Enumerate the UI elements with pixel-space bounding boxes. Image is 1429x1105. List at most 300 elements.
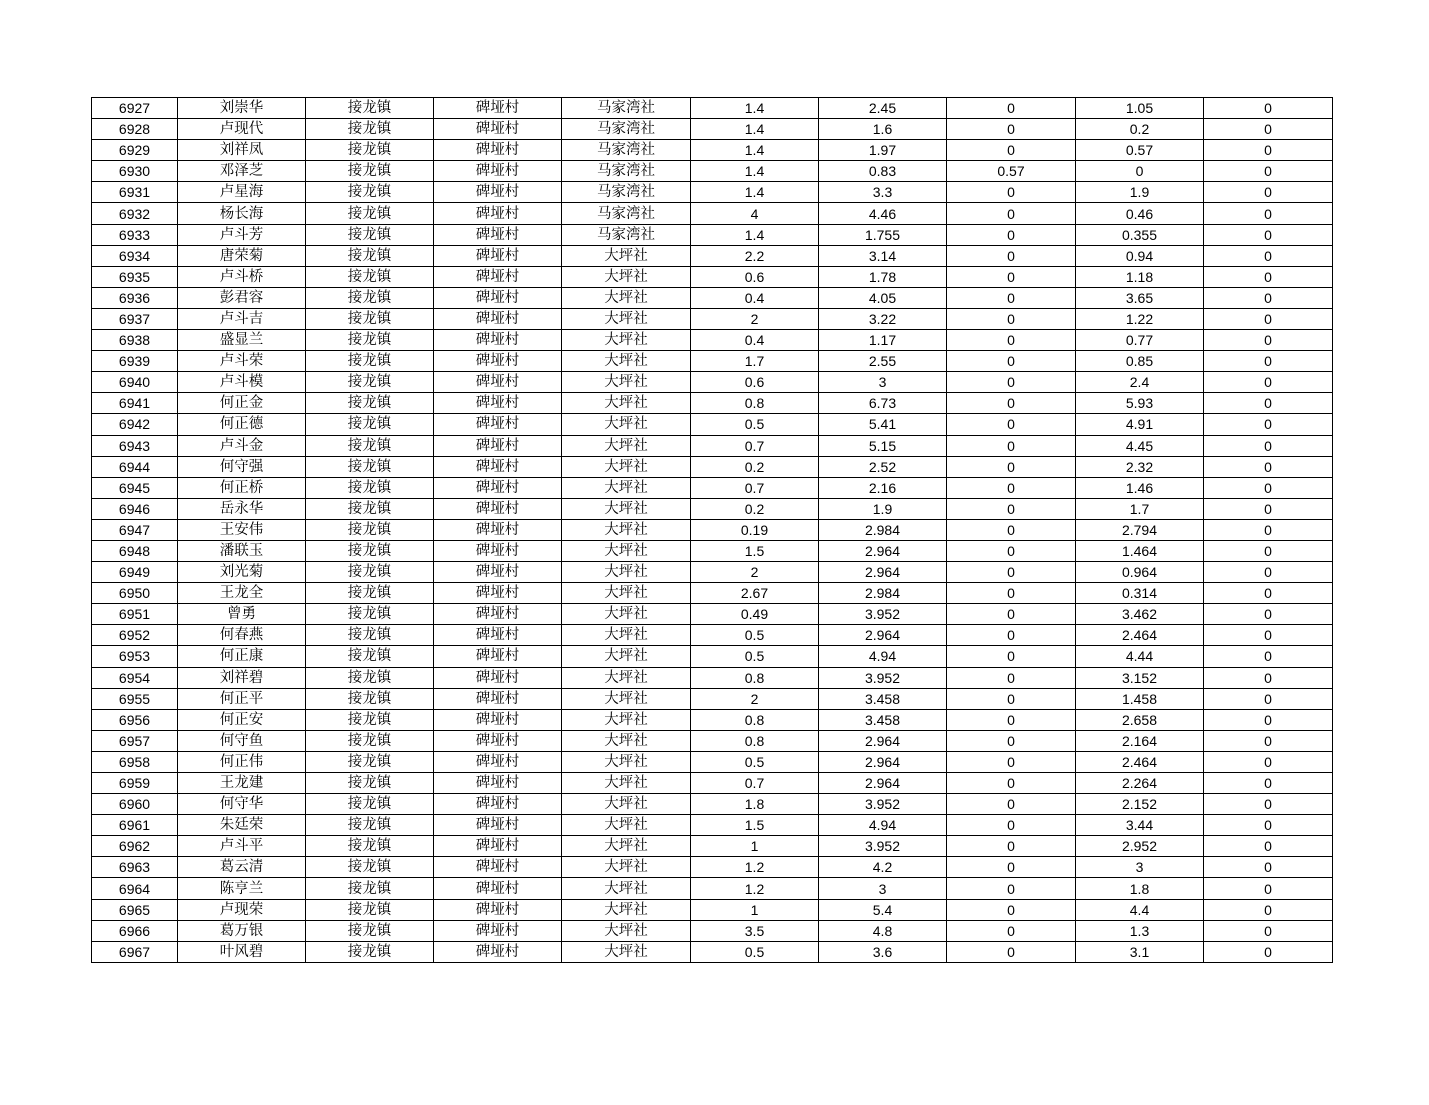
table-row [92, 646, 1333, 667]
table-body [92, 98, 1333, 963]
cell-col-7: 4.94 [819, 646, 947, 667]
cell-name: 王龙建 [178, 773, 306, 794]
cell-col-9: 2.4 [1076, 372, 1204, 393]
cell-col-6: 0.7 [691, 477, 819, 498]
cell-col-8: 0 [947, 287, 1076, 308]
cell-col-8: 0.57 [947, 161, 1076, 182]
table-row [92, 857, 1333, 878]
cell-id: 6949 [92, 562, 178, 583]
cell-group: 大坪社 [562, 667, 691, 688]
cell-col-9: 3.65 [1076, 287, 1204, 308]
cell-col-7: 4.46 [819, 203, 947, 224]
cell-col-10: 0 [1204, 878, 1333, 899]
cell-col-6: 0.2 [691, 456, 819, 477]
cell-col-8: 0 [947, 920, 1076, 941]
cell-town: 接龙镇 [306, 941, 434, 962]
cell-col-8: 0 [947, 477, 1076, 498]
cell-col-6: 1.4 [691, 98, 819, 119]
cell-group: 马家湾社 [562, 224, 691, 245]
cell-col-8: 0 [947, 393, 1076, 414]
cell-col-10: 0 [1204, 224, 1333, 245]
cell-col-9: 1.22 [1076, 308, 1204, 329]
cell-town: 接龙镇 [306, 330, 434, 351]
cell-col-10: 0 [1204, 140, 1333, 161]
cell-col-6: 0.5 [691, 646, 819, 667]
cell-col-9: 1.464 [1076, 540, 1204, 561]
cell-col-9: 2.32 [1076, 456, 1204, 477]
cell-col-6: 4 [691, 203, 819, 224]
cell-id: 6930 [92, 161, 178, 182]
cell-name: 王龙全 [178, 583, 306, 604]
cell-name: 卢斗荣 [178, 351, 306, 372]
table-row [92, 625, 1333, 646]
cell-col-10: 0 [1204, 456, 1333, 477]
cell-group: 大坪社 [562, 287, 691, 308]
cell-col-7: 1.97 [819, 140, 947, 161]
cell-town: 接龙镇 [306, 245, 434, 266]
cell-col-9: 0.355 [1076, 224, 1204, 245]
cell-col-9: 2.152 [1076, 794, 1204, 815]
table-row [92, 266, 1333, 287]
cell-name: 杨长海 [178, 203, 306, 224]
cell-col-6: 2 [691, 308, 819, 329]
cell-name: 卢斗平 [178, 836, 306, 857]
cell-town: 接龙镇 [306, 287, 434, 308]
cell-col-10: 0 [1204, 625, 1333, 646]
cell-col-10: 0 [1204, 519, 1333, 540]
cell-col-9: 0.964 [1076, 562, 1204, 583]
cell-col-8: 0 [947, 351, 1076, 372]
cell-group: 大坪社 [562, 498, 691, 519]
cell-name: 刘祥碧 [178, 667, 306, 688]
table-row [92, 941, 1333, 962]
cell-town: 接龙镇 [306, 688, 434, 709]
cell-town: 接龙镇 [306, 836, 434, 857]
cell-col-10: 0 [1204, 794, 1333, 815]
cell-village: 碑垭村 [434, 730, 562, 751]
cell-village: 碑垭村 [434, 435, 562, 456]
cell-name: 何正平 [178, 688, 306, 709]
table-row [92, 203, 1333, 224]
table-row [92, 161, 1333, 182]
cell-group: 大坪社 [562, 456, 691, 477]
cell-col-9: 2.464 [1076, 751, 1204, 772]
cell-town: 接龙镇 [306, 857, 434, 878]
cell-col-6: 0.6 [691, 372, 819, 393]
cell-col-8: 0 [947, 308, 1076, 329]
cell-village: 碑垭村 [434, 562, 562, 583]
cell-group: 大坪社 [562, 393, 691, 414]
cell-col-10: 0 [1204, 245, 1333, 266]
cell-village: 碑垭村 [434, 878, 562, 899]
cell-village: 碑垭村 [434, 688, 562, 709]
cell-col-6: 0.7 [691, 435, 819, 456]
table-row [92, 182, 1333, 203]
cell-village: 碑垭村 [434, 899, 562, 920]
cell-id: 6935 [92, 266, 178, 287]
cell-village: 碑垭村 [434, 667, 562, 688]
cell-town: 接龙镇 [306, 646, 434, 667]
table-row [92, 224, 1333, 245]
cell-col-10: 0 [1204, 583, 1333, 604]
cell-name: 何正金 [178, 393, 306, 414]
cell-group: 大坪社 [562, 878, 691, 899]
cell-id: 6929 [92, 140, 178, 161]
cell-col-7: 3.952 [819, 836, 947, 857]
cell-col-10: 0 [1204, 773, 1333, 794]
cell-village: 碑垭村 [434, 815, 562, 836]
cell-town: 接龙镇 [306, 456, 434, 477]
cell-col-10: 0 [1204, 857, 1333, 878]
table-row [92, 435, 1333, 456]
cell-group: 马家湾社 [562, 119, 691, 140]
cell-id: 6956 [92, 709, 178, 730]
cell-group: 大坪社 [562, 540, 691, 561]
cell-town: 接龙镇 [306, 266, 434, 287]
table-row [92, 519, 1333, 540]
cell-group: 大坪社 [562, 646, 691, 667]
cell-id: 6965 [92, 899, 178, 920]
cell-id: 6960 [92, 794, 178, 815]
cell-village: 碑垭村 [434, 351, 562, 372]
cell-id: 6931 [92, 182, 178, 203]
cell-col-9: 2.658 [1076, 709, 1204, 730]
cell-group: 大坪社 [562, 562, 691, 583]
cell-col-9: 1.9 [1076, 182, 1204, 203]
cell-col-6: 0.8 [691, 667, 819, 688]
cell-col-8: 0 [947, 498, 1076, 519]
cell-col-7: 3.14 [819, 245, 947, 266]
cell-id: 6941 [92, 393, 178, 414]
cell-group: 大坪社 [562, 266, 691, 287]
cell-col-6: 1.8 [691, 794, 819, 815]
table-row [92, 330, 1333, 351]
cell-col-10: 0 [1204, 899, 1333, 920]
cell-col-9: 5.93 [1076, 393, 1204, 414]
cell-group: 马家湾社 [562, 161, 691, 182]
cell-col-7: 1.755 [819, 224, 947, 245]
cell-town: 接龙镇 [306, 435, 434, 456]
cell-col-9: 0.46 [1076, 203, 1204, 224]
cell-name: 岳永华 [178, 498, 306, 519]
cell-village: 碑垭村 [434, 161, 562, 182]
cell-group: 大坪社 [562, 815, 691, 836]
cell-id: 6948 [92, 540, 178, 561]
table-row [92, 498, 1333, 519]
cell-id: 6962 [92, 836, 178, 857]
cell-col-6: 1.5 [691, 540, 819, 561]
cell-village: 碑垭村 [434, 203, 562, 224]
cell-name: 彭君容 [178, 287, 306, 308]
cell-col-8: 0 [947, 140, 1076, 161]
cell-id: 6967 [92, 941, 178, 962]
cell-group: 大坪社 [562, 751, 691, 772]
cell-col-9: 3.44 [1076, 815, 1204, 836]
cell-col-7: 2.964 [819, 540, 947, 561]
cell-id: 6961 [92, 815, 178, 836]
cell-name: 卢现荣 [178, 899, 306, 920]
cell-col-10: 0 [1204, 815, 1333, 836]
cell-id: 6951 [92, 604, 178, 625]
cell-village: 碑垭村 [434, 920, 562, 941]
cell-col-9: 0 [1076, 161, 1204, 182]
data-table [91, 97, 1333, 963]
cell-id: 6953 [92, 646, 178, 667]
cell-col-7: 2.52 [819, 456, 947, 477]
table-row [92, 583, 1333, 604]
cell-col-6: 0.5 [691, 751, 819, 772]
table-row [92, 730, 1333, 751]
cell-town: 接龙镇 [306, 625, 434, 646]
cell-col-7: 5.15 [819, 435, 947, 456]
cell-village: 碑垭村 [434, 583, 562, 604]
cell-col-6: 0.5 [691, 625, 819, 646]
cell-name: 卢斗桥 [178, 266, 306, 287]
cell-col-7: 2.964 [819, 730, 947, 751]
cell-name: 何守华 [178, 794, 306, 815]
table-row [92, 308, 1333, 329]
cell-village: 碑垭村 [434, 98, 562, 119]
cell-id: 6934 [92, 245, 178, 266]
cell-col-6: 0.7 [691, 773, 819, 794]
cell-name: 潘联玉 [178, 540, 306, 561]
cell-col-6: 2.2 [691, 245, 819, 266]
cell-col-6: 1.4 [691, 140, 819, 161]
cell-town: 接龙镇 [306, 351, 434, 372]
cell-col-7: 0.83 [819, 161, 947, 182]
cell-col-6: 0.4 [691, 287, 819, 308]
cell-col-6: 2 [691, 688, 819, 709]
cell-col-9: 0.77 [1076, 330, 1204, 351]
table-row [92, 794, 1333, 815]
cell-col-10: 0 [1204, 751, 1333, 772]
cell-name: 刘崇华 [178, 98, 306, 119]
cell-town: 接龙镇 [306, 540, 434, 561]
cell-col-10: 0 [1204, 688, 1333, 709]
cell-col-6: 0.49 [691, 604, 819, 625]
cell-town: 接龙镇 [306, 498, 434, 519]
table-row [92, 372, 1333, 393]
cell-col-10: 0 [1204, 435, 1333, 456]
cell-col-9: 2.464 [1076, 625, 1204, 646]
cell-col-8: 0 [947, 435, 1076, 456]
cell-col-7: 4.94 [819, 815, 947, 836]
cell-col-6: 2 [691, 562, 819, 583]
cell-col-6: 0.8 [691, 393, 819, 414]
cell-group: 大坪社 [562, 245, 691, 266]
cell-col-7: 1.78 [819, 266, 947, 287]
cell-col-7: 2.984 [819, 519, 947, 540]
cell-col-8: 0 [947, 98, 1076, 119]
cell-id: 6952 [92, 625, 178, 646]
cell-col-8: 0 [947, 224, 1076, 245]
cell-village: 碑垭村 [434, 794, 562, 815]
cell-name: 叶风碧 [178, 941, 306, 962]
cell-group: 大坪社 [562, 477, 691, 498]
cell-col-8: 0 [947, 709, 1076, 730]
cell-col-10: 0 [1204, 646, 1333, 667]
table-row [92, 119, 1333, 140]
cell-village: 碑垭村 [434, 330, 562, 351]
cell-group: 大坪社 [562, 899, 691, 920]
cell-group: 马家湾社 [562, 203, 691, 224]
cell-col-10: 0 [1204, 161, 1333, 182]
table-row [92, 351, 1333, 372]
cell-col-8: 0 [947, 878, 1076, 899]
cell-col-7: 1.17 [819, 330, 947, 351]
cell-name: 唐荣菊 [178, 245, 306, 266]
cell-col-8: 0 [947, 456, 1076, 477]
cell-name: 邓泽芝 [178, 161, 306, 182]
cell-id: 6950 [92, 583, 178, 604]
cell-name: 何春燕 [178, 625, 306, 646]
cell-name: 何正安 [178, 709, 306, 730]
cell-group: 大坪社 [562, 330, 691, 351]
cell-col-10: 0 [1204, 393, 1333, 414]
cell-town: 接龙镇 [306, 794, 434, 815]
cell-town: 接龙镇 [306, 815, 434, 836]
cell-col-7: 3 [819, 878, 947, 899]
cell-id: 6927 [92, 98, 178, 119]
cell-col-8: 0 [947, 941, 1076, 962]
cell-col-10: 0 [1204, 836, 1333, 857]
cell-col-10: 0 [1204, 920, 1333, 941]
cell-village: 碑垭村 [434, 308, 562, 329]
table-row [92, 667, 1333, 688]
cell-name: 葛万银 [178, 920, 306, 941]
cell-group: 马家湾社 [562, 182, 691, 203]
cell-town: 接龙镇 [306, 667, 434, 688]
cell-name: 盛显兰 [178, 330, 306, 351]
table-row [92, 773, 1333, 794]
cell-village: 碑垭村 [434, 140, 562, 161]
cell-col-10: 0 [1204, 266, 1333, 287]
cell-col-8: 0 [947, 330, 1076, 351]
cell-town: 接龙镇 [306, 562, 434, 583]
cell-col-8: 0 [947, 899, 1076, 920]
cell-col-8: 0 [947, 730, 1076, 751]
cell-col-7: 2.964 [819, 751, 947, 772]
cell-col-8: 0 [947, 773, 1076, 794]
table-row [92, 393, 1333, 414]
cell-group: 大坪社 [562, 583, 691, 604]
cell-town: 接龙镇 [306, 751, 434, 772]
cell-name: 卢斗吉 [178, 308, 306, 329]
table-row [92, 540, 1333, 561]
cell-village: 碑垭村 [434, 182, 562, 203]
cell-col-7: 5.4 [819, 899, 947, 920]
cell-col-6: 1.2 [691, 878, 819, 899]
table-row [92, 920, 1333, 941]
cell-col-9: 3.462 [1076, 604, 1204, 625]
cell-group: 马家湾社 [562, 98, 691, 119]
cell-village: 碑垭村 [434, 941, 562, 962]
cell-col-10: 0 [1204, 730, 1333, 751]
cell-id: 6966 [92, 920, 178, 941]
cell-town: 接龙镇 [306, 477, 434, 498]
cell-col-6: 0.8 [691, 709, 819, 730]
cell-name: 卢斗金 [178, 435, 306, 456]
cell-col-8: 0 [947, 625, 1076, 646]
cell-col-9: 4.4 [1076, 899, 1204, 920]
cell-town: 接龙镇 [306, 224, 434, 245]
cell-col-10: 0 [1204, 203, 1333, 224]
cell-name: 陈亨兰 [178, 878, 306, 899]
cell-col-8: 0 [947, 266, 1076, 287]
cell-col-8: 0 [947, 646, 1076, 667]
cell-col-10: 0 [1204, 287, 1333, 308]
cell-col-7: 3.6 [819, 941, 947, 962]
cell-id: 6937 [92, 308, 178, 329]
table-row [92, 245, 1333, 266]
cell-col-9: 1.8 [1076, 878, 1204, 899]
cell-col-10: 0 [1204, 709, 1333, 730]
cell-id: 6959 [92, 773, 178, 794]
cell-col-10: 0 [1204, 540, 1333, 561]
cell-col-8: 0 [947, 182, 1076, 203]
cell-village: 碑垭村 [434, 709, 562, 730]
cell-name: 何正伟 [178, 751, 306, 772]
cell-group: 大坪社 [562, 730, 691, 751]
cell-group: 大坪社 [562, 941, 691, 962]
cell-group: 大坪社 [562, 688, 691, 709]
cell-id: 6957 [92, 730, 178, 751]
cell-col-8: 0 [947, 857, 1076, 878]
cell-col-6: 1.4 [691, 119, 819, 140]
cell-village: 碑垭村 [434, 857, 562, 878]
table-row [92, 878, 1333, 899]
cell-col-7: 3.952 [819, 794, 947, 815]
cell-col-10: 0 [1204, 498, 1333, 519]
cell-town: 接龙镇 [306, 140, 434, 161]
cell-town: 接龙镇 [306, 519, 434, 540]
cell-name: 何正康 [178, 646, 306, 667]
cell-col-10: 0 [1204, 604, 1333, 625]
cell-col-9: 0.314 [1076, 583, 1204, 604]
cell-name: 何正桥 [178, 477, 306, 498]
cell-col-6: 1.4 [691, 224, 819, 245]
cell-col-9: 2.264 [1076, 773, 1204, 794]
cell-town: 接龙镇 [306, 119, 434, 140]
table-row [92, 562, 1333, 583]
cell-id: 6944 [92, 456, 178, 477]
table-row [92, 836, 1333, 857]
cell-col-10: 0 [1204, 562, 1333, 583]
cell-name: 曾勇 [178, 604, 306, 625]
cell-village: 碑垭村 [434, 266, 562, 287]
cell-col-9: 1.18 [1076, 266, 1204, 287]
cell-group: 大坪社 [562, 414, 691, 435]
cell-village: 碑垭村 [434, 414, 562, 435]
cell-col-9: 0.57 [1076, 140, 1204, 161]
cell-group: 大坪社 [562, 836, 691, 857]
cell-village: 碑垭村 [434, 646, 562, 667]
cell-town: 接龙镇 [306, 878, 434, 899]
cell-col-6: 0.6 [691, 266, 819, 287]
cell-col-6: 0.2 [691, 498, 819, 519]
cell-group: 大坪社 [562, 604, 691, 625]
cell-town: 接龙镇 [306, 583, 434, 604]
cell-col-8: 0 [947, 604, 1076, 625]
cell-col-8: 0 [947, 519, 1076, 540]
cell-col-9: 4.45 [1076, 435, 1204, 456]
cell-group: 大坪社 [562, 372, 691, 393]
cell-col-7: 3 [819, 372, 947, 393]
cell-col-10: 0 [1204, 308, 1333, 329]
cell-col-8: 0 [947, 836, 1076, 857]
cell-name: 王安伟 [178, 519, 306, 540]
cell-group: 大坪社 [562, 308, 691, 329]
